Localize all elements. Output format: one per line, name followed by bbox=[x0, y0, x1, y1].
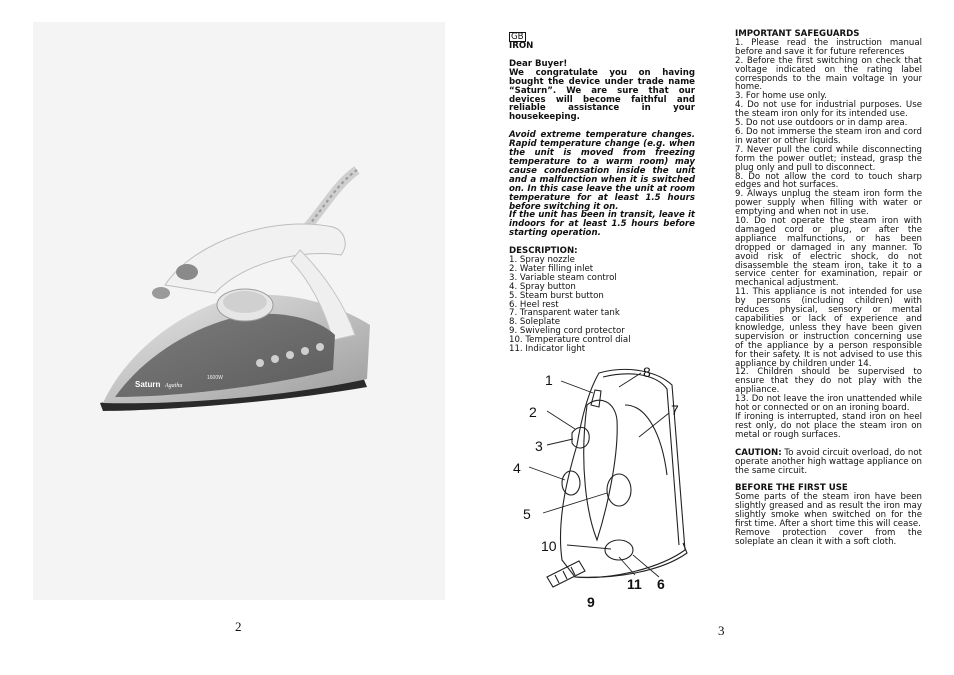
callout-9: 9 bbox=[587, 594, 595, 610]
callout-5: 5 bbox=[523, 506, 531, 522]
list-item: 6. Heel rest bbox=[509, 299, 559, 310]
safeguards-column bbox=[735, 30, 922, 547]
safeguard-item: 9. Always unplug the steam iron form the power supply when filling with water or emptying and when not in use. bbox=[735, 189, 922, 218]
description-list bbox=[509, 256, 695, 354]
list-item: 1. Spray nozzle bbox=[509, 255, 575, 266]
transit-warning: If the unit has been in transit, leave it indoors for at least 1.5 hours before starting operation. bbox=[509, 210, 695, 239]
caution-label: CAUTION: bbox=[735, 447, 782, 458]
safeguard-item: 12. Children should be supervised to ensure that they do not play with the appliance. bbox=[735, 367, 922, 396]
list-item: 11. Indicator light bbox=[509, 344, 586, 355]
greeting: Dear Buyer! bbox=[509, 58, 568, 69]
page-number-left: 2 bbox=[235, 619, 242, 634]
first-use-paragraph: Remove protection cover from the soleplate an clean it with a soft cloth. bbox=[735, 527, 922, 547]
power-mark-text: 1600W bbox=[207, 375, 223, 381]
steam-iron-photo bbox=[95, 165, 395, 425]
list-item: 10. Temperature control dial bbox=[509, 335, 631, 346]
callout-1: 1 bbox=[545, 372, 553, 388]
safeguard-item: If ironing is interrupted, stand iron on heel rest only, do not place the steam iron on metal or rough surfaces. bbox=[735, 411, 922, 440]
safeguard-item: 3. For home use only. bbox=[735, 91, 827, 102]
safeguard-item: 8. Do not allow the cord to touch sharp edges and hot surfaces. bbox=[735, 171, 922, 191]
safeguard-item: 2. Before the first switching on check that voltage indicated on the rating label corresponds to the main voltage in your home. bbox=[735, 55, 922, 93]
list-item: 9. Swiveling cord protector bbox=[509, 326, 625, 337]
callout-3: 3 bbox=[535, 438, 543, 454]
language-tag: GB bbox=[511, 32, 524, 42]
list-item: 4. Spray button bbox=[509, 281, 576, 292]
callout-10: 10 bbox=[541, 538, 557, 554]
list-item: 7. Transparent water tank bbox=[509, 308, 620, 319]
callout-6: 6 bbox=[657, 576, 665, 592]
safeguard-item: 1. Please read the instruction manual before and save it for future references bbox=[735, 37, 922, 57]
first-use-paragraph: Some parts of the steam iron have been slightly greased and as result the iron may slightly smoke when switched on for the first time. After a short time this will cease. bbox=[735, 492, 922, 530]
callout-2: 2 bbox=[529, 404, 537, 420]
iron-parts-diagram bbox=[507, 365, 707, 615]
brand-logo-text: Saturn bbox=[135, 380, 161, 389]
warning-paragraph: Avoid extreme temperature changes. Rapid temperature change (e.g. when the unit is moved from freezing temperature to a warm room) may cause condensation inside the unit and a malfunction when it is switched on. In this case leave the unit at room temperature for at least 1.5 hours before switching it on. bbox=[509, 130, 695, 212]
safeguard-item: 11. This appliance is not intended for use by persons (including children) with reduces physical, sensory or mental capabilities or lack of experience and knowledge, unless they have been given supervision or instruction concerning use of the appliance by a person responsible for their safety. It is not advised to use this appliance by children under 14. bbox=[735, 287, 922, 369]
safeguard-item: 5. Do not use outdoors or in damp area. bbox=[735, 118, 908, 129]
list-item: 2. Water filling inlet bbox=[509, 263, 594, 274]
description-title: DESCRIPTION: bbox=[509, 246, 578, 257]
callout-11: 11 bbox=[627, 576, 642, 592]
safeguards-title: IMPORTANT SAFEGUARDS bbox=[735, 29, 860, 39]
caution-paragraph bbox=[735, 449, 922, 476]
list-item: 8. Soleplate bbox=[509, 317, 561, 328]
page-number-right: 3 bbox=[718, 623, 725, 638]
section-heading: IRON bbox=[509, 41, 534, 51]
safeguard-item: 13. Do not leave the iron unattended while hot or connected or on an ironing board. bbox=[735, 394, 922, 414]
callout-4: 4 bbox=[513, 460, 521, 476]
callout-7: 7 bbox=[671, 402, 679, 418]
model-script-text: Agatha bbox=[165, 383, 183, 389]
safeguard-item: 6. Do not immerse the steam iron and cord in water or other liquids. bbox=[735, 126, 922, 146]
intro-column bbox=[509, 32, 695, 354]
caution-text: To avoid circuit overload, do not operate another high wattage appliance on the same circuit. bbox=[735, 447, 922, 476]
callout-8: 8 bbox=[643, 365, 651, 380]
list-item: 5. Steam burst button bbox=[509, 290, 604, 301]
safeguard-item: 10. Do not operate the steam iron with damaged cord or plug, or after the appliance malfunctions, or has been dropped or damaged in any manner. To avoid risk of electric shock, do not disassemble the steam iron, take it to a service center for examination, repair or mechanical adjustment. bbox=[735, 216, 922, 289]
safeguard-item: 7. Never pull the cord while disconnecting form the power outlet; instead, grasp the plug only and pull to disconnect. bbox=[735, 144, 922, 173]
first-use-title: BEFORE THE FIRST USE bbox=[735, 483, 848, 494]
safeguard-item: 4. Do not use for industrial purposes. Use the steam iron only for its intended use. bbox=[735, 100, 922, 120]
intro-paragraph: We congratulate you on having bought the device under trade name “Saturn”. We are sure that our devices will become faithful and reliable assistance in your housekeeping. bbox=[509, 67, 695, 123]
list-item: 3. Variable steam control bbox=[509, 272, 617, 283]
